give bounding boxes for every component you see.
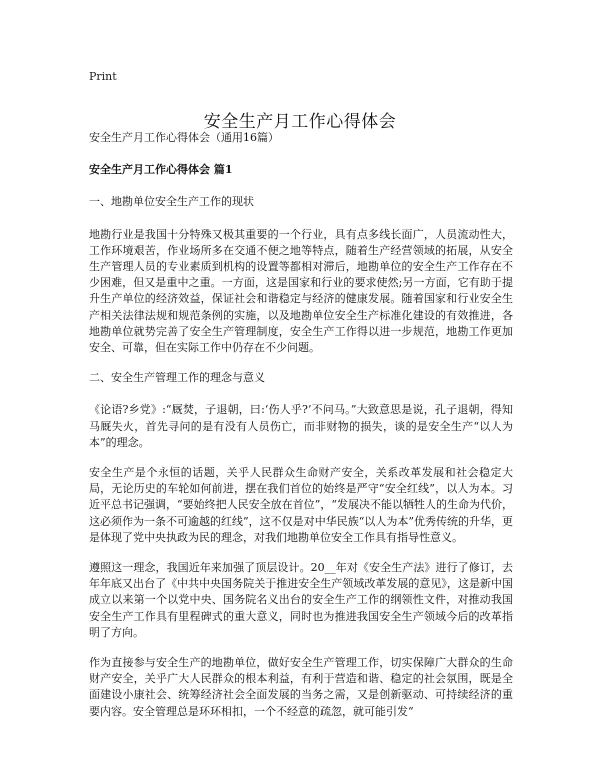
document-body: [89, 130, 513, 734]
paragraph-4: 遵照这一理念，我国近年来加强了顶层设计。20__年对《安全生产法》进行了修订，去年年底又出台了《中共中央国务院关于推进安全生产领域改革发展的意见》，这是新中国成立以来第一个以党中央、国务院名义出台的安全生产工作的纲领性文件，对推动我国安全生产工作具有里程碑式的重大意义，同时也为推进我国安全生产领域今后的改革指明了方向。: [89, 561, 513, 639]
section-title: 安全生产月工作心得体会 篇1: [89, 163, 233, 177]
print-link[interactable]: Print: [89, 70, 117, 83]
paragraph-2: 《论语?乡党》:“厩焚，子退朝，曰:‘伤人乎?’不问马。”大致意思是说，孔子退朝，得知马厩失火，首先寻问的是有没有人员伤亡，而非财物的损失，谈的是安全生产“以人为本”的理念。: [89, 403, 513, 449]
paragraph-1: 地勘行业是我国十分特殊又极其重要的一个行业，具有点多线长面广，人员流动性大，工作环境艰苦，作业场所多在交通不便之地等特点，随着生产经营领域的拓展，从安全生产管理人员的专业素质到机构的设置等都相对滞后，地勘单位的安全生产工作存在不少困难，但又是重中之重。一方面，这是国家和行业的要求使然;另一方面，它有助于提升生产单位的经济效益，保证社会和谐稳定与经济的健康发展。随着国家和行业安全生产相关法律法规和规范条例的实施，以及地勘单位安全生产标准化建设的有效推进，各地勘单位就势完善了安全生产管理制度，安全生产工作得以进一步规范，地勘工作更加安全、可靠，但在实际工作中仍存在不少问题。: [89, 227, 513, 355]
paragraph-5: 作为直接参与安全生产的地勘单位，做好安全生产管理工作，切实保障广大群众的生命财产安全，关乎广大人民群众的根本利益，有利于营造和谐、稳定的社会氛围，既是全面建设小康社会、统筹经济社会全面发展的当务之需，又是创新驱动、可持续经济的重要内容。安全管理总是环环相扣，一个不经意的疏忽，就可能引发“: [89, 656, 513, 718]
document-subtitle: 安全生产月工作心得体会（通用16篇）: [89, 131, 279, 144]
section-heading-1: 一、地勘单位安全生产工作的现状: [89, 195, 254, 209]
page-title: 安全生产月工作心得体会: [203, 112, 397, 133]
section-heading-2: 二、安全生产管理工作的理念与意义: [89, 371, 265, 385]
paragraph-3: 安全生产是个永恒的话题，关乎人民群众生命财产安全，关系改革发展和社会稳定大局，无论历史的车轮如何前进，摆在我们首位的始终是严守“安全红线”，以人为本。习近平总书记强调，“要始终把人民安全放在首位”，“发展决不能以牺牲人的生命为代价，这必须作为一条不可逾越的红线”，这不仅是对中华民族“以人为本”优秀传统的升华，更是体现了党中央执政为民的理念，对我们地勘单位安全工作具有指导性意义。: [89, 466, 513, 544]
